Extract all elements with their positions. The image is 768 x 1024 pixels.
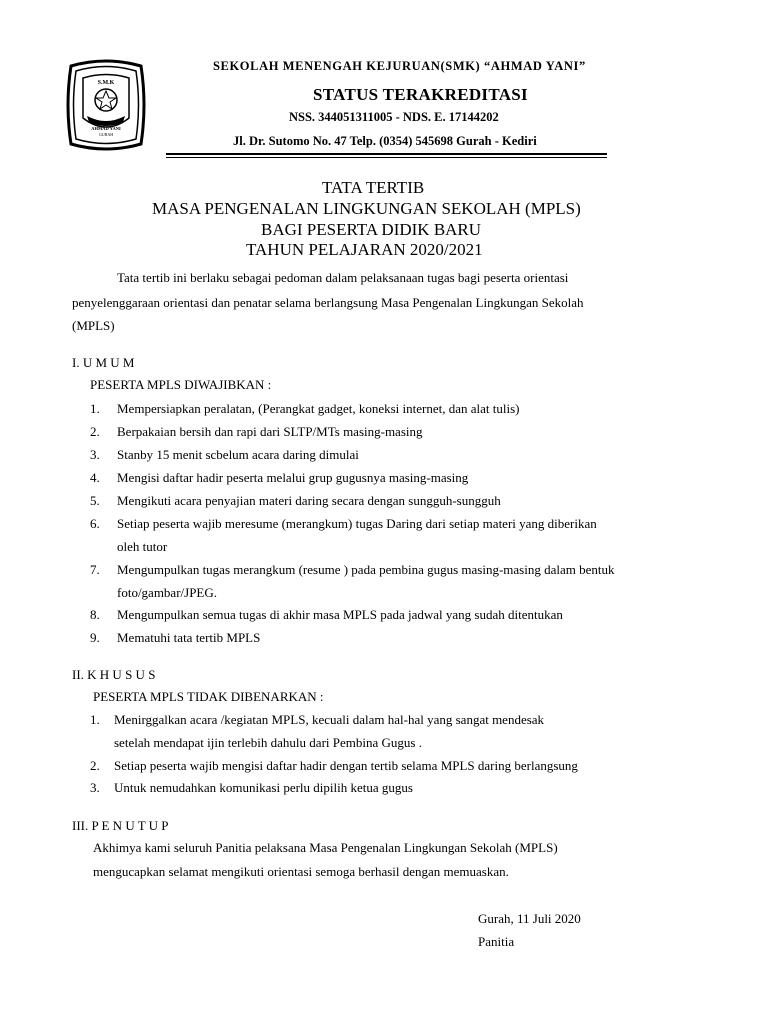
section-1-subheading: PESERTA MPLS DIWAJIBKAN :	[90, 377, 272, 392]
list-item: Berpakaian bersih dan rapi dari SLTP/MTs masing-masing	[117, 424, 423, 439]
list-item: Menirggalkan acara /kegiatan MPLS, kecuali dalam hal-hal yang sangat mendesak	[114, 712, 545, 727]
section-3-heading: III. P E N U T U P	[72, 818, 169, 833]
list-item-number: 5.	[90, 493, 100, 508]
school-logo	[63, 58, 149, 152]
school-name: SEKOLAH MENENGAH KEJURUAN(SMK) “AHMAD YANI”	[213, 59, 586, 73]
list-item-number: 9.	[90, 630, 100, 645]
letterhead-divider-thin	[166, 157, 607, 158]
school-address: Jl. Dr. Sutomo No. 47 Telp. (0354) 545698 Gurah - Kediri	[233, 134, 537, 148]
list-item-number: 1.	[90, 401, 100, 416]
intro-line-2: penyelenggaraan orientasi dan penatar selama berlangsung Masa Pengenalan Lingkungan Sekolah	[72, 295, 584, 310]
list-item-number: 7.	[90, 562, 100, 577]
list-item-continuation: setelah mendapat ijin terlebih dahulu dari Pembina Gugus .	[114, 735, 422, 750]
list-item-number: 8.	[90, 607, 100, 622]
intro-line-1: Tata tertib ini berlaku sebagai pedoman dalam pelaksanaan tugas bagi peserta orientasi	[117, 270, 569, 285]
place-date: Gurah, 11 Juli 2020	[478, 911, 581, 926]
list-item-continuation: foto/gambar/JPEG.	[117, 585, 218, 600]
list-item: Setiap peserta wajib mengisi daftar hadir dengan tertib selama MPLS daring berlangsung	[114, 758, 578, 773]
closing-line-1: Akhimya kami seluruh Panitia pelaksana Masa Pengenalan Lingkungan Sekolah (MPLS)	[93, 840, 558, 855]
signatory-role: Panitia	[478, 934, 515, 949]
logo-top-text: S.M.K	[97, 80, 115, 86]
list-item-number: 1.	[90, 712, 100, 727]
list-item: Mengumpulkan semua tugas di akhir masa MPLS pada jadwal yang sudah ditentukan	[117, 607, 563, 622]
closing-line-2: mengucapkan selamat mengikuti orientasi semoga berhasil dengan memuaskan.	[93, 864, 509, 879]
list-item-number: 3.	[90, 447, 100, 462]
doc-title-line-3: BAGI PESERTA DIDIK BARU	[261, 220, 482, 239]
list-item-number: 3.	[90, 780, 100, 795]
section-1-heading: I. U M U M	[72, 355, 135, 370]
logo-bottom-text: AHMAD YANI	[91, 126, 121, 131]
list-item-number: 6.	[90, 516, 100, 531]
list-item: Mengumpulkan tugas merangkum (resume ) pada pembina gugus masing-masing dalam bentuk	[117, 562, 615, 577]
logo-sub-text: GURAH	[98, 132, 114, 137]
list-item: Mengisi daftar hadir peserta melalui grup gugusnya masing-masing	[117, 470, 469, 485]
list-item: Setiap peserta wajib meresume (merangkum) tugas Daring dari setiap materi yang diberikan	[117, 516, 597, 531]
list-item: Mempersiapkan peralatan, (Perangkat gadget, koneksi internet, dan alat tulis)	[117, 401, 520, 416]
list-item: Stanby 15 menit scbelum acara daring dimulai	[117, 447, 359, 462]
school-ids: NSS. 344051311005 - NDS. E. 17144202	[289, 110, 499, 124]
list-item: Mematuhi tata tertib MPLS	[117, 630, 261, 645]
intro-line-3: (MPLS)	[72, 318, 115, 333]
list-item-number: 2.	[90, 424, 100, 439]
list-item-continuation: oleh tutor	[117, 539, 168, 554]
list-item-number: 4.	[90, 470, 100, 485]
list-item: Untuk nemudahkan komunikasi perlu dipilih ketua gugus	[114, 780, 413, 795]
accreditation-status: STATUS TERAKREDITASI	[313, 85, 528, 104]
list-item-number: 2.	[90, 758, 100, 773]
letterhead-divider	[166, 153, 607, 155]
list-item: Mengikuti acara penyajian materi daring secara dengan sungguh-sungguh	[117, 493, 501, 508]
section-2-heading: II. K H U S U S	[72, 667, 156, 682]
doc-title-line-1: TATA TERTIB	[322, 178, 425, 197]
section-2-subheading: PESERTA MPLS TIDAK DIBENARKAN :	[93, 689, 324, 704]
doc-title-line-2: MASA PENGENALAN LINGKUNGAN SEKOLAH (MPLS)	[152, 199, 581, 218]
doc-title-line-4: TAHUN PELAJARAN 2020/2021	[246, 240, 483, 259]
